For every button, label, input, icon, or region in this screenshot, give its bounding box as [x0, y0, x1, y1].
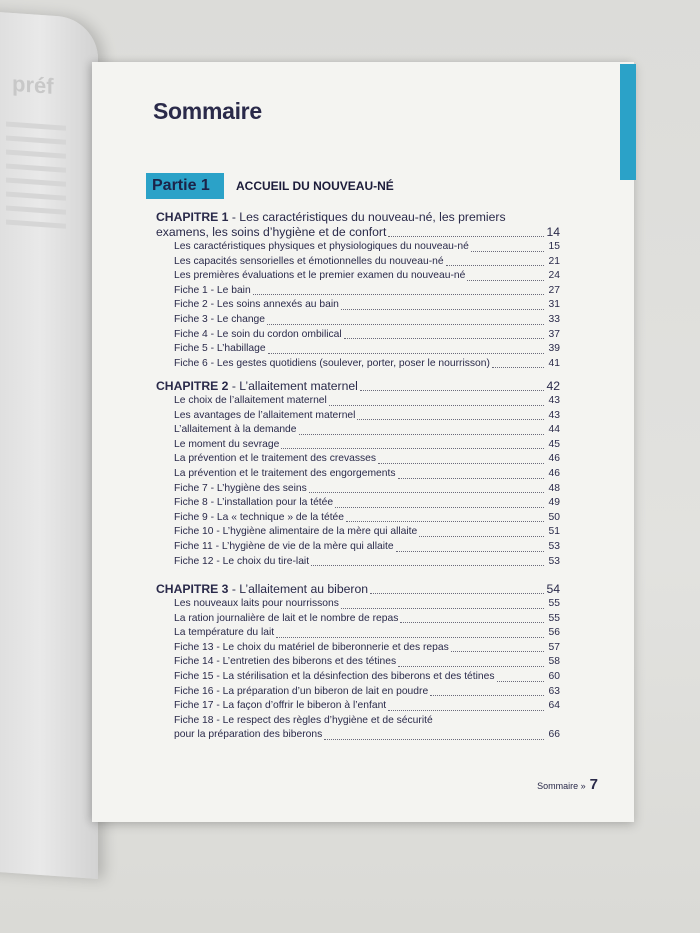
left-page-ghost-lines — [6, 113, 66, 238]
chapter-title: - L’allaitement maternel — [231, 379, 358, 393]
chapter-title-line2: examens, les soins d’hygiène et de confort — [156, 225, 387, 239]
book-page — [92, 62, 634, 822]
toc-entry[interactable]: La température du lait 56 — [174, 627, 560, 639]
toc-entry[interactable]: Fiche 1 - Le bain 27 — [174, 284, 560, 296]
chapter-heading-row — [156, 224, 560, 240]
chapter-1 — [156, 210, 560, 371]
toc-entry[interactable]: Fiche 11 - L’hygiène de vie de la mère qui allaite 53 — [174, 540, 560, 552]
toc-entry[interactable]: Les capacités sensorielles et émotionnelles du nouveau-né 21 — [174, 255, 560, 267]
toc-entry[interactable]: La prévention et le traitement des engorgements 46 — [174, 467, 560, 479]
part-title: ACCUEIL DU NOUVEAU-NÉ — [236, 179, 394, 193]
chapter-page: 42 — [546, 379, 560, 393]
footer-label: Sommaire » — [537, 781, 586, 791]
chapter-page: 54 — [546, 582, 560, 596]
toc-entry[interactable]: Le moment du sevrage 45 — [174, 438, 560, 450]
toc-entry[interactable]: Fiche 13 - Le choix du matériel de biberonnerie et des repas 57 — [174, 641, 560, 653]
part-badge: Partie 1 — [146, 173, 224, 199]
toc-entry[interactable]: La ration journalière de lait et le nombre de repas 55 — [174, 612, 560, 624]
toc-entry[interactable]: Fiche 7 - L’hygiène des seins 48 — [174, 482, 560, 494]
toc-entry[interactable]: Le choix de l’allaitement maternel 43 — [174, 395, 560, 406]
chapter-label: CHAPITRE 1 — [156, 210, 229, 224]
toc-entry[interactable]: L’allaitement à la demande 44 — [174, 424, 560, 436]
thumb-tab — [620, 64, 636, 180]
toc-entry-multiline-line1[interactable]: Fiche 18 - Le respect des règles d’hygiène et de sécurité — [174, 714, 433, 726]
toc-entry[interactable]: Les premières évaluations et le premier examen du nouveau-né 24 — [174, 270, 560, 282]
chapter-heading-row — [156, 378, 560, 394]
page-number: 7 — [589, 776, 598, 793]
chapter-heading-row — [156, 581, 560, 597]
toc-entry[interactable]: Les avantages de l’allaitement maternel 43 — [174, 409, 560, 421]
toc-entry[interactable]: Fiche 12 - Le choix du tire-lait 53 — [174, 555, 560, 567]
toc-entry[interactable]: La prévention et le traitement des crevasses 46 — [174, 453, 560, 465]
toc-entry[interactable]: Fiche 2 - Les soins annexés au bain 31 — [174, 299, 560, 311]
toc-entry[interactable]: Fiche 17 - La façon d’offrir le biberon à l’enfant 64 — [174, 700, 560, 712]
toc-entry[interactable]: pour la préparation des biberons 66 — [174, 729, 560, 741]
chapter-label: CHAPITRE 3 — [156, 582, 229, 596]
toc-entry[interactable]: Fiche 4 - Le soin du cordon ombilical 37 — [174, 328, 560, 340]
chapter-title-line1: - Les caractéristiques du nouveau-né, les premiers — [231, 210, 506, 224]
left-page-ghost-heading: préf — [12, 70, 54, 99]
toc-entry[interactable]: Les nouveaux laits pour nourrissons 55 — [174, 598, 560, 609]
toc-entry[interactable]: Fiche 9 - La « technique » de la tétée 50 — [174, 511, 560, 523]
toc-entry[interactable]: Fiche 6 - Les gestes quotidiens (soulever, porter, poser le nourrisson) 41 — [174, 357, 560, 369]
toc-entry[interactable]: Fiche 14 - L’entretien des biberons et des tétines 58 — [174, 656, 560, 668]
page-footer — [537, 776, 598, 793]
toc-entry[interactable]: Fiche 10 - L’hygiène alimentaire de la mère qui allaite 51 — [174, 526, 560, 538]
chapter-2 — [156, 378, 560, 569]
chapter-label: CHAPITRE 2 — [156, 379, 229, 393]
chapter-heading — [156, 210, 560, 224]
toc-entry[interactable]: Fiche 5 - L’habillage 39 — [174, 343, 560, 355]
chapter-title: - L’allaitement au biberon — [231, 582, 369, 596]
chapter-page: 14 — [546, 225, 560, 239]
page-title: Sommaire — [153, 98, 262, 124]
toc-entry[interactable]: Fiche 16 - La préparation d’un biberon de lait en poudre 63 — [174, 685, 560, 697]
toc-entry[interactable]: Fiche 3 - Le change 33 — [174, 313, 560, 325]
toc-entry[interactable]: Fiche 15 - La stérilisation et la désinfection des biberons et des tétines 60 — [174, 670, 560, 682]
chapter-3 — [156, 581, 560, 743]
left-facing-page — [0, 10, 98, 879]
toc-entry[interactable]: Fiche 8 - L’installation pour la tétée 49 — [174, 497, 560, 509]
toc-entry[interactable]: Les caractéristiques physiques et physiologiques du nouveau-né 15 — [174, 241, 560, 252]
